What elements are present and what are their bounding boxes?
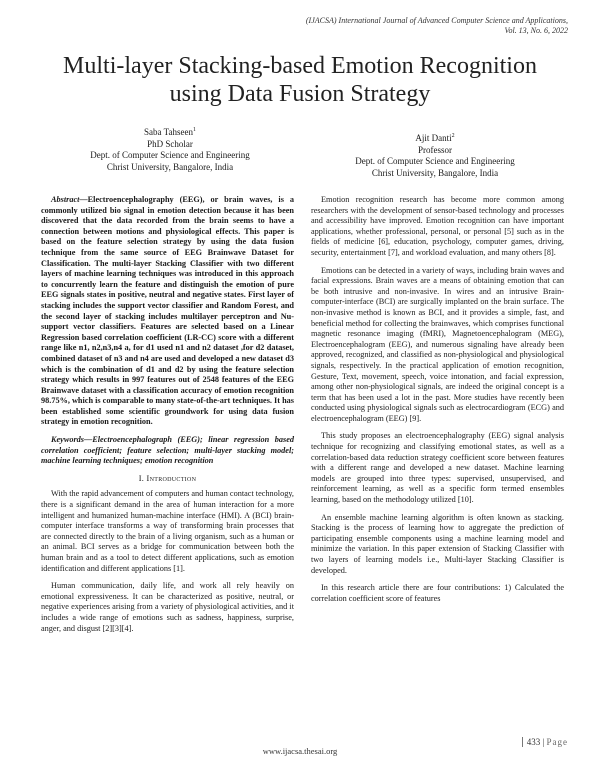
abstract-label: Abstract [51,195,80,204]
keywords-text: —Electroencephalograph (EEG); linear regression based correlation coefficient; feature selection; multi-layer stacking model; machine learning techniques; emotion recognition [41,435,294,466]
page-label: Page [546,737,568,747]
body-paragraph: Human communication, daily life, and work all rely heavily on emotional expressiveness. It can be characterized as positive, neutral, or negative experiences arising from a variety of physiological activities, and it includes a wide range of emotions such as sadness, happiness, surprise, anger, and disgust [2][3][4]. [41,581,294,633]
author-dept: Dept. of Computer Science and Engineering [90,150,250,160]
left-column [41,195,294,641]
author-inst: Christ University, Bangalore, India [106,161,234,172]
paper-title [30,52,570,108]
body-paragraph: With the rapid advancement of computers and human contact technology, there is a significant demand in the area of human interaction for a more intelligent and humanized human-machine interface (HMI). A (BCI) brain-computer interface transforms a way of transforming brain processes that are connected directly to the brain of a living organism, such as a human or an animal. BCI serves as a bridge for communication between both the human brain and as a tool to detect different applications, such as emotion identification and different applications [1]. [41,489,294,573]
journal-name: (IJACSA) International Journal of Advanced Computer Science and Applications, [305,16,568,25]
keywords-label: Keywords [51,435,84,445]
abstract-text: —Electroencephalography (EEG), or brain waves, is a commonly utilized bio signal in emotion detection because it has been discovered that the data recorded from the brain seems to have a connection between motions and physiological effects. This paper is based on the feature selection strategy by using the data fusion technique from the same source of EEG Brainwave Dataset for Classification. The multi-layer Stacking Classifier with two different layers of machine learning techniques was introduced in this approach to concurrently learn the feature and distinguish the emotion of pure EEG signals states in positive, neutral and negative states. First layer of stacking includes the support vector classifier and Random Forest, and the second layer of stacking includes multilayer perceptron and Nu-support vector classifiers. Features are selected based on a Linear Regression based correlation coefficient (LR-CC) score with a different range like n1, n2,n3,n4 a, for d1 used n1 and n2 dataset ,for d2 dataset, combined dataset of n3 and n4 are used and developed a new dataset d3 which is the combination of d1 and d2 by using the feature selection strategy which results in 997 features out of 2548 features of the EEG Brainwave dataset with a classification accuracy of emotion recognition 98.75%, which is comparable to many state-of-the-art techniques. It has been established some scientific groundwork for using data fusion strategy in emotion recognition. [41,195,294,427]
keywords [41,435,294,467]
body-paragraph: An ensemble machine learning algorithm is often known as stacking. Stacking is the process of learning how to aggregate the prediction of participating ensemble components using a machine learning model and minimize the variation. In this paper extension of Stacking Classifier with two layers of learning models i.e., Multi-layer Stacking Classifier is developed. [311,512,564,575]
author-dept: Dept. of Computer Science and Engineering [355,156,515,166]
section-number: I. [138,473,145,483]
title-line-2: using Data Fusion Strategy [169,81,431,107]
author-role: PhD Scholar [147,138,193,149]
author-name: Saba Tahseen$^1$ [144,127,196,137]
author-1 [70,125,270,173]
section-title: Introduction [146,473,197,483]
body-paragraph: In this research article there are four contributions: 1) Calculated the correlation coefficient score of features [311,583,564,603]
author-2 [330,131,540,179]
page-number-value: 433 [526,737,541,747]
right-column [311,195,564,611]
author-name: Ajit Danti$^2$ [415,133,455,143]
author-inst: Christ University, Bangalore, India [371,167,499,178]
journal-volume: Vol. 13, No. 6, 2022 [504,26,568,35]
footer-url[interactable]: www.ijacsa.thesai.org [262,746,338,756]
body-paragraph: This study proposes an electroencephalography (EEG) signal analysis technique for recognizing and classifying emotional states, as well as a correlation-based data reduction strategy coefficient score between features with a different range and developed a new dataset. Machine learning models are grouped into three types: supervised, unsupervised, and reinforcement learning, as well as a specific form termed ensembles learning, based on the methodology utilized [10]. [311,431,564,505]
abstract [41,195,294,428]
title-line-1: Multi-layer Stacking-based Emotion Recognition [63,53,537,79]
body-paragraph: Emotion recognition research has become more common among researchers with the development of sensor-based technology and processes and accessibility have improved. Emotion recognition can have important applications, whether professional, personal, or personal [5] such as in the fields of medicine [6], education, psychology, computer games, driving, security, entertainment [7], and workload evaluation, and many others [8]. [311,195,564,257]
author-role: Professor [418,144,452,155]
page-separator: | [542,737,545,747]
body-paragraph: Emotions can be detected in a variety of ways, including brain waves and facial expressions. Brain waves are a means of obtaining emotion that can be both intrusive and non-invasive. In wires and an intrusive Brain-computer-interface (BCI) are surgically implanted on the brain surface. The non-invasive method is known as BCI, and it provides a simple, fast, and beneficial method for collecting the brainwaves, which comprises functional magnetic resonance imaging (fMRI), Magnetoencephalogram (MEG), Electroencephalogram (EEG), and numerous signaling have already been approved, recognized, and classified as non-physiological and physiological signals, respectively. In the practical application of emotion recognition, Gesture, Text, movement, speech, voice intonation, and facial expression, among other non-physiological signals, are indeed the original concept is a term that has been used a lot in the past. More studies have recently been conducted using physiological signals such as electrocardiogram (ECG) and electroencephalogram (EEG) [9]. [311,265,564,423]
journal-header [306,16,568,36]
section-heading [41,474,294,485]
